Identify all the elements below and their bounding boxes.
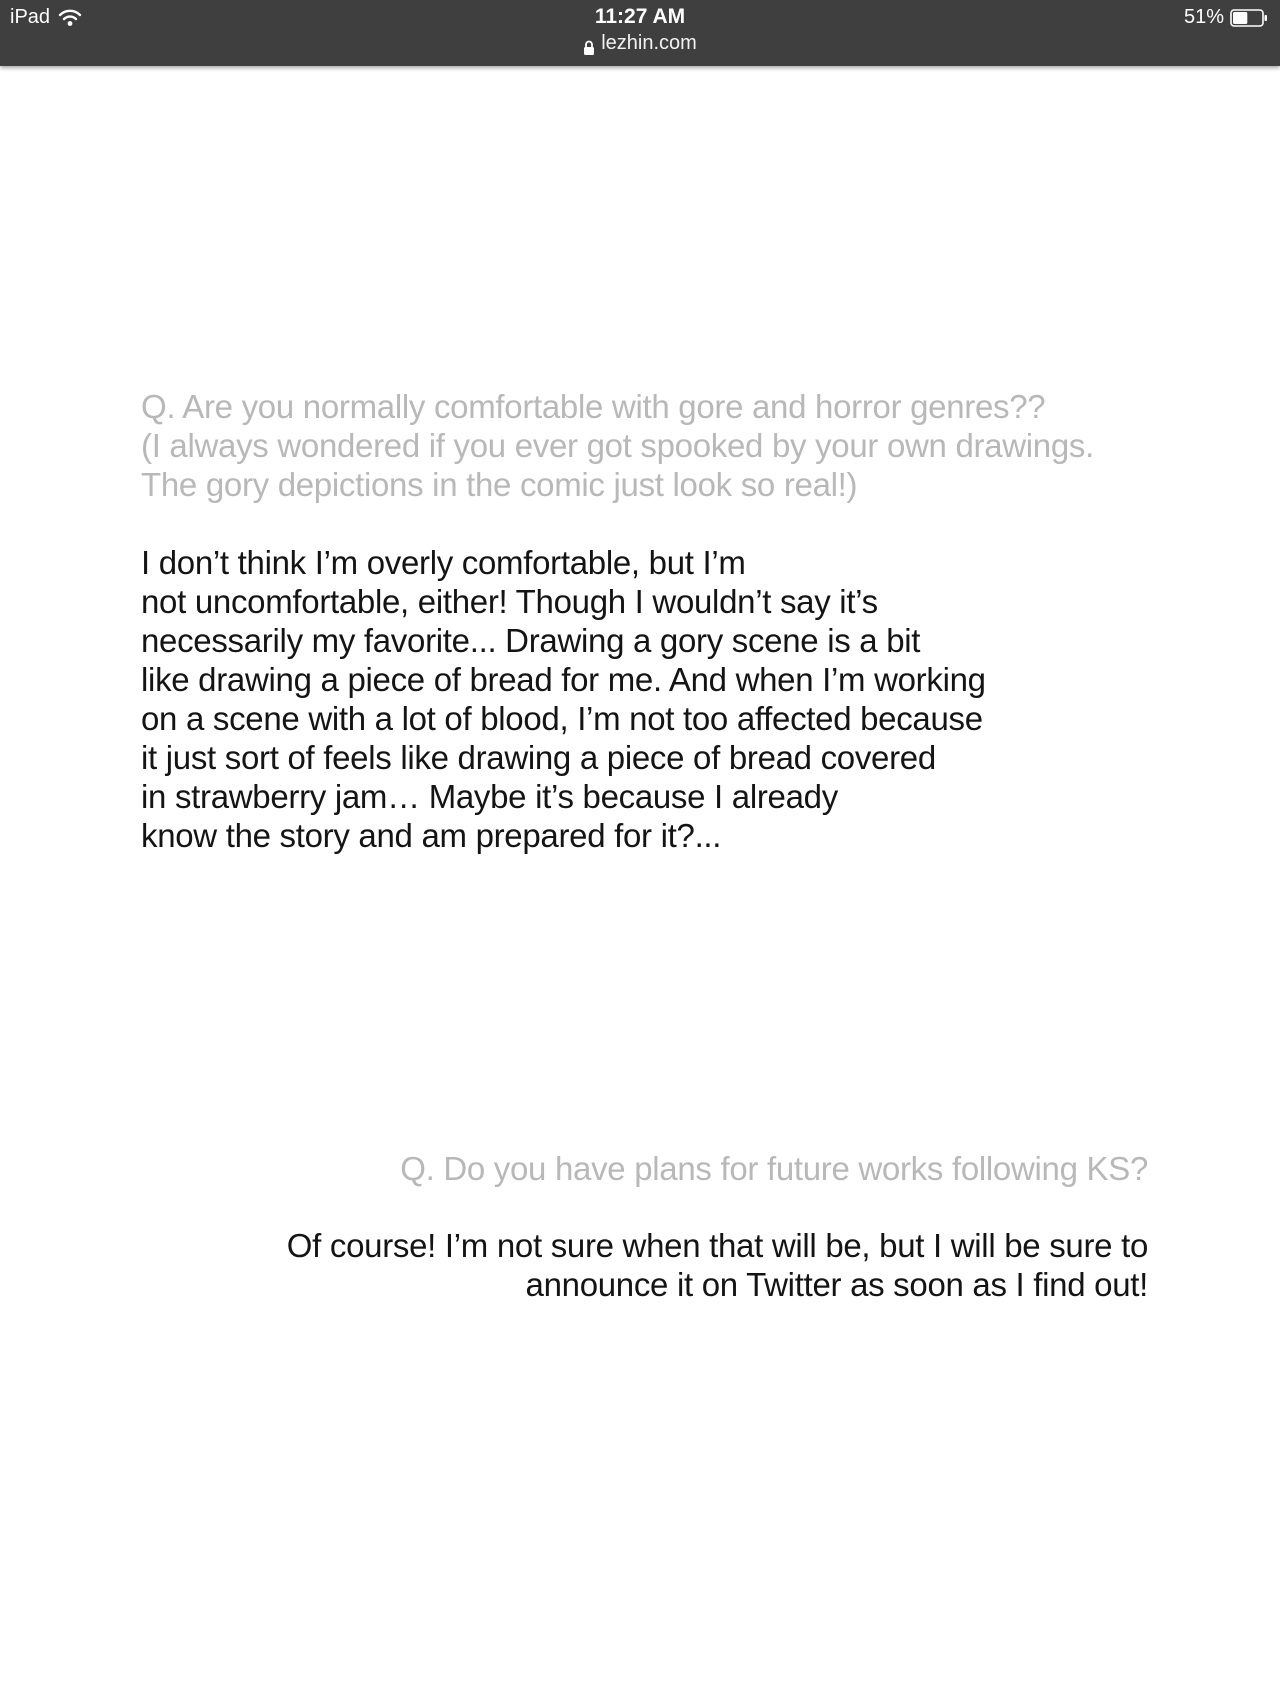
answer-1	[141, 543, 1141, 855]
status-bar-center	[0, 4, 1280, 60]
lock-icon	[583, 36, 595, 51]
question-2-line: Q. Do you have plans for future works following KS?	[400, 1150, 1148, 1187]
device-label: iPad	[10, 6, 51, 28]
answer-1-line: like drawing a piece of bread for me. And when I’m working	[141, 661, 986, 698]
answer-1-line: I don’t think I’m overly comfortable, but I’m	[141, 544, 746, 581]
answer-2	[148, 1226, 1148, 1304]
clock: 11:27 AM	[594, 5, 686, 28]
question-1-line: The gory depictions in the comic just look so real!)	[141, 466, 858, 503]
status-bar	[0, 0, 1280, 66]
battery-icon	[1230, 9, 1268, 27]
answer-1-line: know the story and am prepared for it?...	[141, 817, 722, 854]
answer-1-line: necessarily my favorite... Drawing a gory scene is a bit	[141, 622, 921, 659]
answer-1-line: in strawberry jam… Maybe it’s because I already	[141, 778, 838, 815]
answer-2-line: Of course! I’m not sure when that will be, but I will be sure to	[286, 1227, 1148, 1264]
battery-percent: 51%	[1183, 6, 1224, 28]
article-content	[0, 66, 1280, 1707]
url-text: lezhin.com	[601, 32, 697, 54]
status-bar-right	[1184, 6, 1268, 29]
question-1-line: (I always wondered if you ever got spooked by your own drawings.	[141, 427, 1094, 464]
question-2	[148, 1149, 1148, 1188]
address-bar[interactable]	[583, 30, 697, 56]
question-1	[141, 387, 1241, 504]
answer-1-line: it just sort of feels like drawing a piece of bread covered	[141, 739, 936, 776]
answer-1-line: not uncomfortable, either! Though I wouldn’t say it’s	[141, 583, 878, 620]
answer-2-line: announce it on Twitter as soon as I find out!	[525, 1266, 1148, 1303]
answer-1-line: on a scene with a lot of blood, I’m not too affected because	[141, 700, 983, 737]
question-1-line: Q. Are you normally comfortable with gore and horror genres??	[141, 388, 1046, 425]
